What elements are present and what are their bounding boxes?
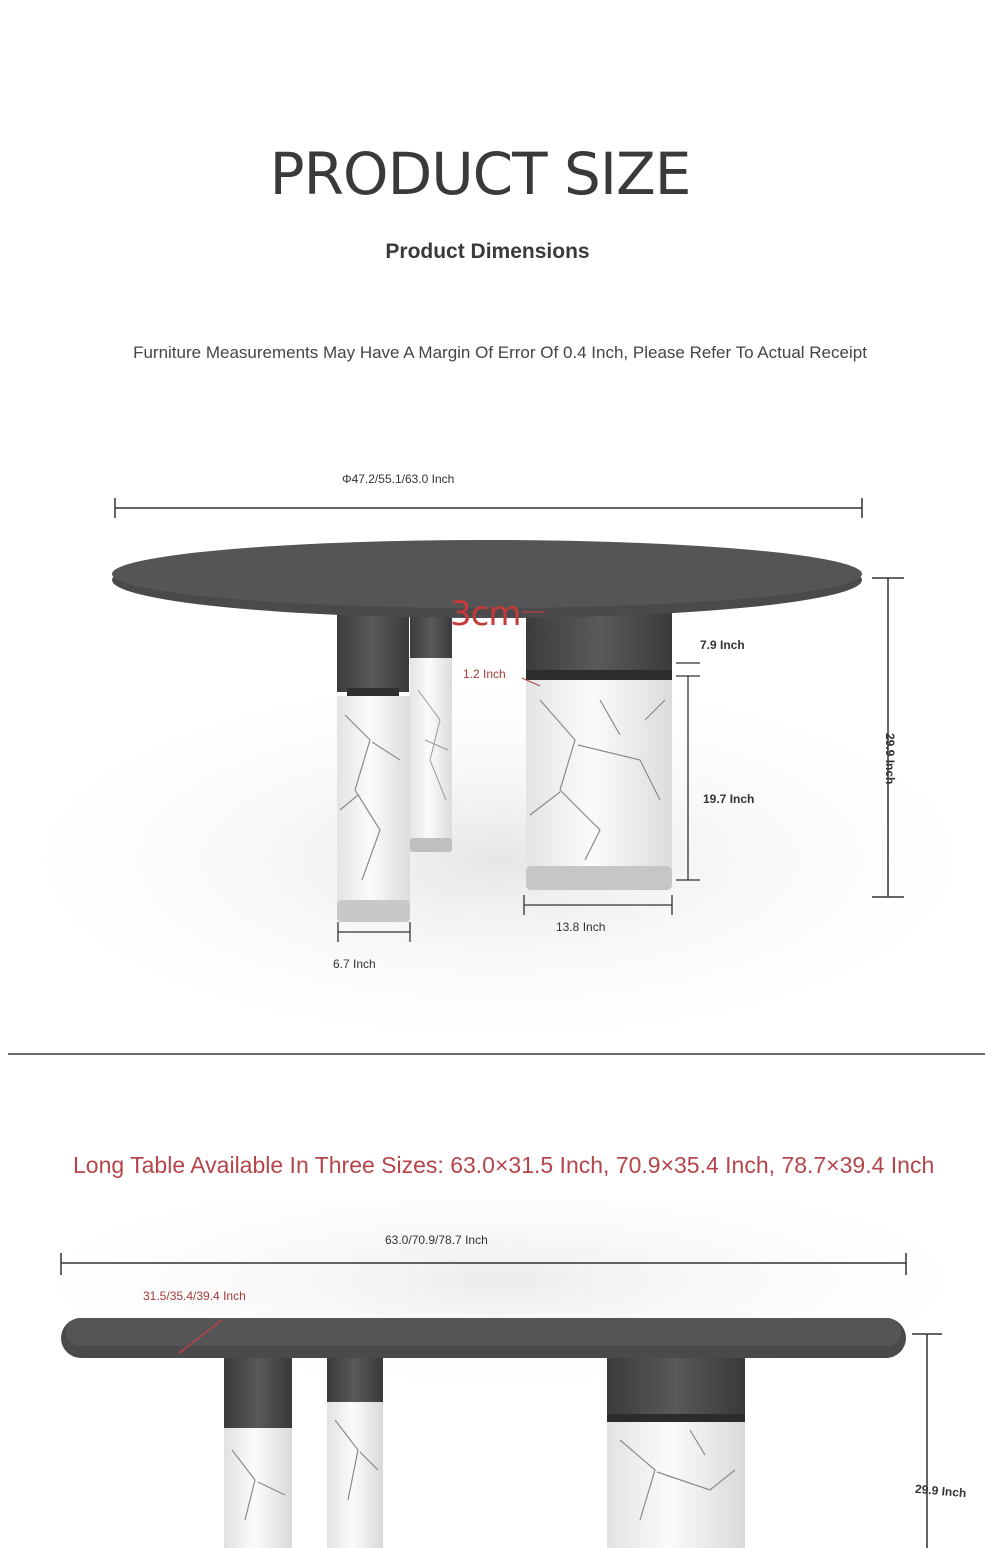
- long-table-leg-left: [224, 1350, 292, 1548]
- diameter-dimension-line: [115, 498, 862, 518]
- long-table-top: [61, 1318, 906, 1358]
- page-title: PRODUCT SIZE: [269, 140, 691, 208]
- page-subtitle: Product Dimensions: [385, 240, 590, 263]
- long-height-label: 29.9 Inch: [914, 1481, 967, 1501]
- long-length-label: 63.0/70.9/78.7 Inch: [385, 1233, 488, 1247]
- diameter-label: Φ47.2/55.1/63.0 Inch: [342, 472, 455, 486]
- leg-height-label: 19.7 Inch: [703, 792, 755, 806]
- large-leg-width-label: 13.8 Inch: [556, 920, 606, 934]
- round-table-illustration: [0, 440, 1000, 1040]
- long-table-leg-right: [607, 1352, 745, 1548]
- long-table-leg-middle: [327, 1352, 383, 1548]
- small-leg-width-label: 6.7 Inch: [333, 957, 376, 971]
- measurement-note: Furniture Measurements May Have A Margin Of Error Of 0.4 Inch, Please Refer To Actual Receipt: [133, 343, 867, 362]
- thickness-cm-label: 3cm: [450, 594, 521, 634]
- long-width-label: 31.5/35.4/39.4 Inch: [143, 1289, 246, 1303]
- long-height-dimension-line: [912, 1334, 942, 1548]
- long-table-illustration: [0, 1200, 1000, 1548]
- section-divider: [8, 1053, 985, 1055]
- long-table-heading: Long Table Available In Three Sizes: 63.0×31.5 Inch, 70.9×35.4 Inch, 78.7×39.4 Inch: [73, 1152, 935, 1178]
- round-table-back-leg: [410, 610, 452, 852]
- round-table-large-leg: [526, 612, 672, 890]
- round-table-small-leg: [337, 612, 410, 922]
- thickness-inch-label: 1.2 Inch: [463, 667, 506, 681]
- total-height-label: 29.9 Inch: [883, 733, 897, 785]
- cap-height-label: 7.9 Inch: [700, 638, 745, 652]
